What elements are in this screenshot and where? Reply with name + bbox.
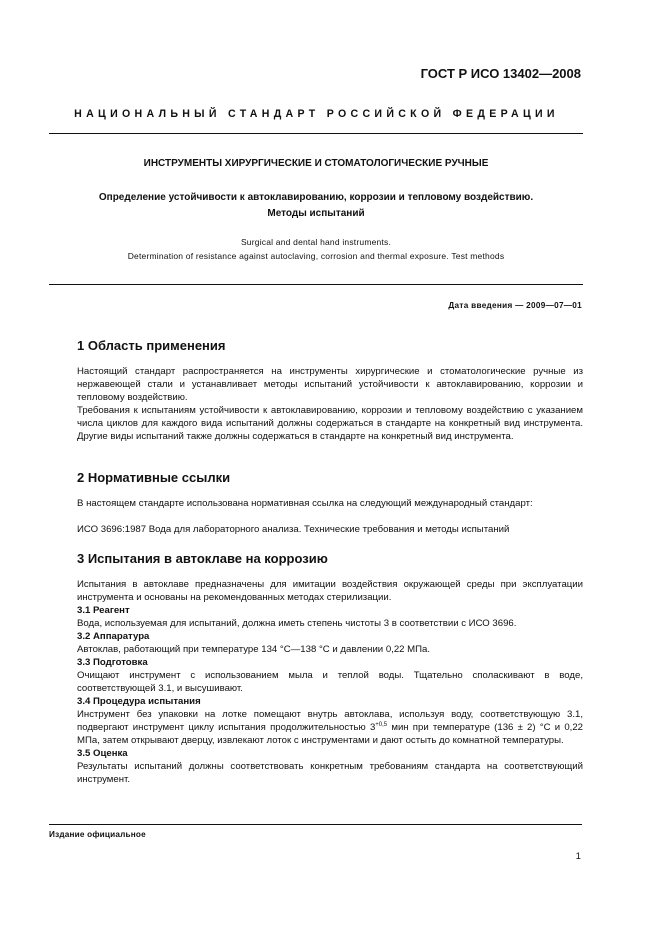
section-2-paragraph-1: В настоящем стандарте использована нормативная ссылка на следующий международный стандарт:: [77, 498, 533, 509]
official-edition-label: Издание официальное: [49, 830, 146, 839]
footer-divider: [49, 824, 582, 825]
section-1-body: [77, 365, 583, 443]
subsection-3-4-text: [77, 708, 583, 747]
title-russian: ИНСТРУМЕНТЫ ХИРУРГИЧЕСКИЕ И СТОМАТОЛОГИЧЕСКИЕ РУЧНЫЕ: [143, 158, 489, 169]
national-standard-banner: НАЦИОНАЛЬНЫЙ СТАНДАРТ РОССИЙСКОЙ ФЕДЕРАЦИИ: [74, 108, 559, 120]
section-3-paragraph-1: Испытания в автоклаве предназначены для имитации воздействия окружающей среды при эксплуатации инструмента и основаны на рекомендованных методах стерилизации.: [77, 579, 583, 603]
subsection-3-4-text-b: мин при температуре (136 ± 2) °С и 0,22 МПа, затем открывают дверцу, извлекают лоток с инструментами и дают остыть до комнатной температуры.: [77, 722, 583, 746]
subtitle-line-2: Методы испытаний: [267, 208, 365, 219]
introduction-date: Дата введения — 2009—07—01: [448, 301, 582, 310]
section-1-heading: 1 Область применения: [77, 338, 226, 353]
section-3-heading: 3 Испытания в автоклаве на коррозию: [77, 551, 328, 566]
subtitle-line-1: Определение устойчивости к автоклавированию, коррозии и тепловому воздействию.: [98, 192, 534, 203]
page-number: 1: [575, 851, 581, 862]
title-english-line-2: Determination of resistance against autoclaving, corrosion and thermal exposure. Test methods: [127, 251, 505, 261]
section-1-paragraph-1: Настоящий стандарт распространяется на инструменты хирургические и стоматологические ручные из нержавеющей стали и устанавливает методы испытаний устойчивости к автоклавированию, коррозии и тепловому воздействию.: [77, 366, 583, 403]
subsection-3-5-text: Результаты испытаний должны соответствовать конкретным требованиям стандарта на соответствующий инструмент.: [77, 761, 583, 785]
subsection-3-3-heading: 3.3 Подготовка: [77, 657, 148, 668]
subtitle-russian: [49, 190, 583, 222]
normative-reference: ИСО 3696:1987 Вода для лабораторного анализа. Технические требования и методы испытаний: [77, 524, 510, 535]
subsection-3-2-text: Автоклав, работающий при температуре 134 °С—138 °С и давлении 0,22 МПа.: [77, 644, 431, 655]
title-divider: [49, 284, 583, 285]
section-2-body: [77, 497, 583, 510]
section-1-paragraph-2: Требования к испытаниям устойчивости к автоклавированию, коррозии и тепловому воздействию с указанием числа циклов для каждого вида испытаний должны содержаться в стандарте на конкретный вид инструмента. Другие виды испытаний также должны содержаться в стандарте на конкретный вид инструмента.: [77, 405, 583, 442]
subsection-3-4-text-a: Инструмент без упаковки на лотке помещают внутрь автоклава, используя воду, соответствующую 3.1, подвергают инструмент циклу испытания продолжительностью 3: [77, 709, 583, 733]
section-2-heading: 2 Нормативные ссылки: [77, 470, 231, 485]
title-english-line-1: Surgical and dental hand instruments.: [240, 237, 392, 247]
title-english: [49, 235, 583, 263]
subsection-3-5-heading: 3.5 Оценка: [77, 748, 128, 759]
section-3-body: [77, 578, 583, 786]
document-code: ГОСТ Р ИСО 13402—2008: [420, 66, 581, 81]
duration-tolerance: +0,5: [375, 722, 388, 728]
header-divider: [49, 133, 583, 134]
subsection-3-1-text: Вода, используемая для испытаний, должна иметь степень чистоты 3 в соответствии с ИСО 3696.: [77, 618, 517, 629]
subsection-3-1-heading: 3.1 Реагент: [77, 605, 130, 616]
subsection-3-2-heading: 3.2 Аппаратура: [77, 631, 150, 642]
subsection-3-3-text: Очищают инструмент с использованием мыла и теплой воды. Тщательно споласкивают в воде, соответствующей 3.1, и высушивают.: [77, 670, 583, 694]
subsection-3-4-heading: 3.4 Процедура испытания: [77, 696, 201, 707]
